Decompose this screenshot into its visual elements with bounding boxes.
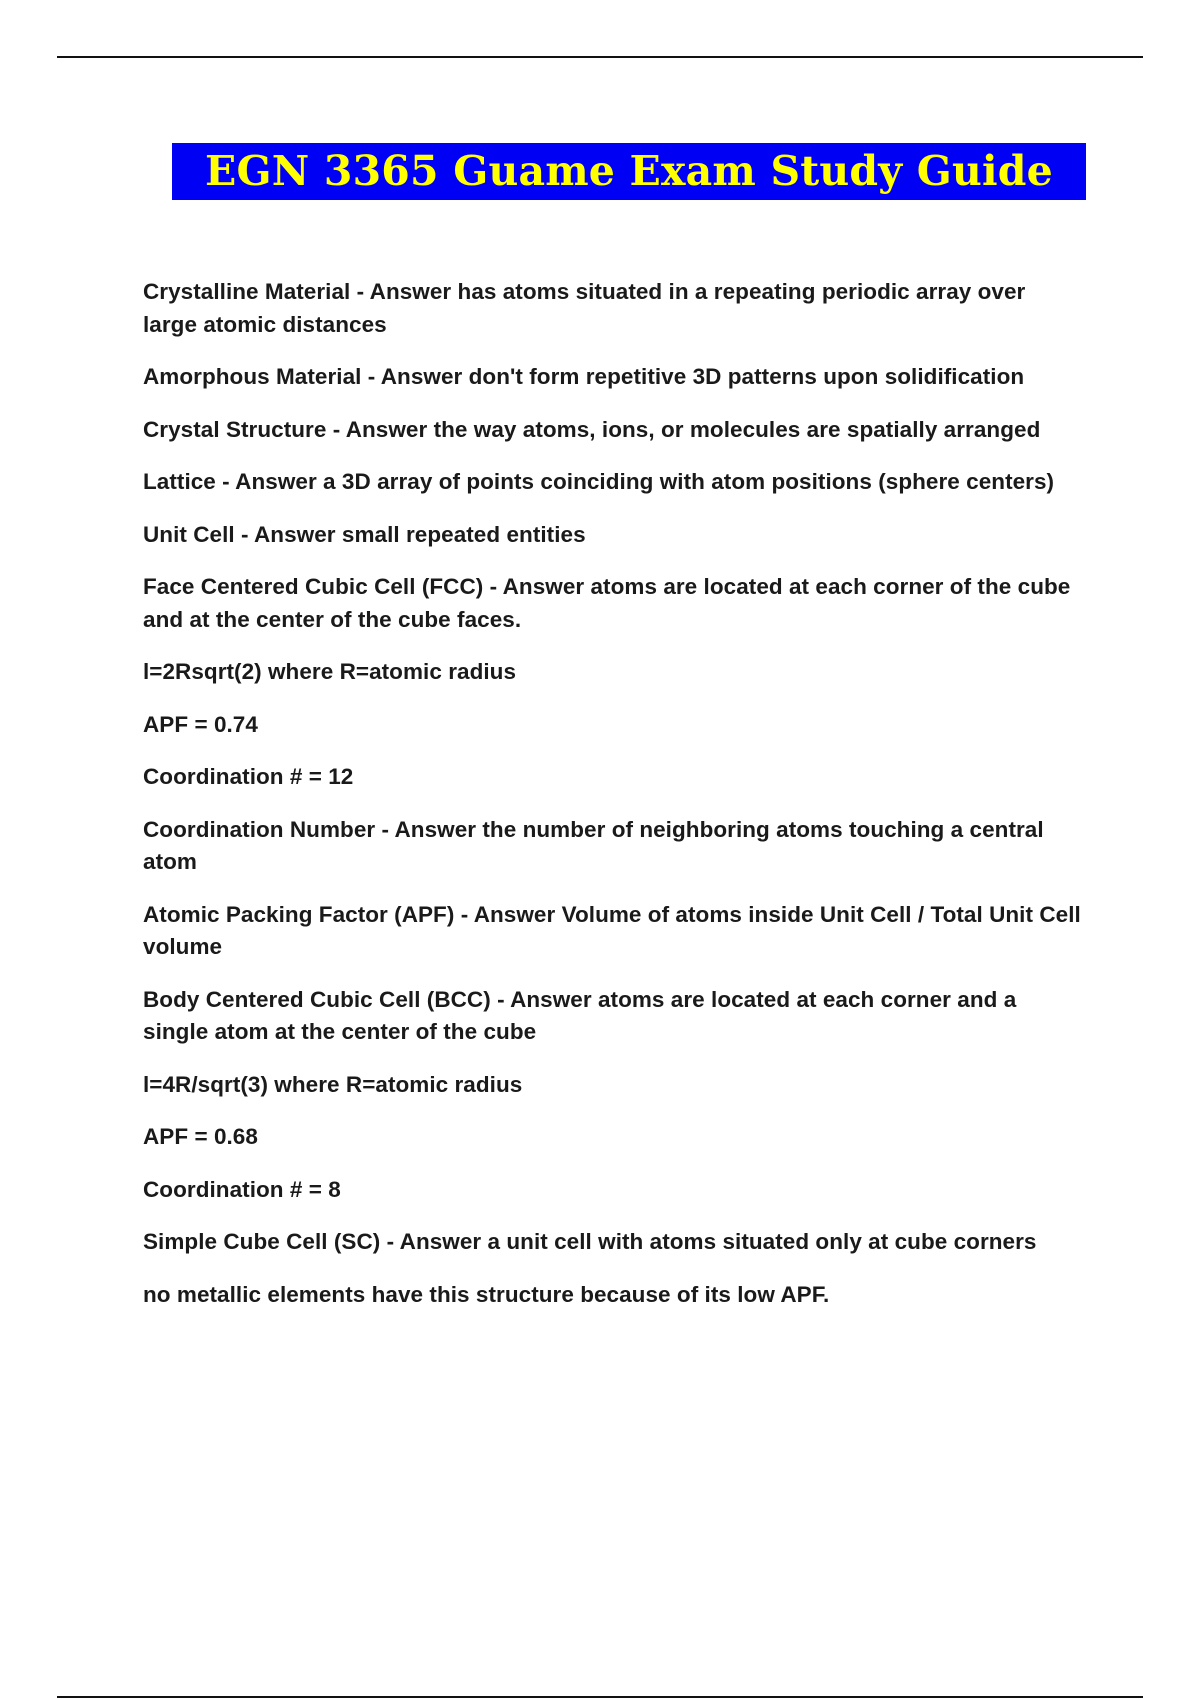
entry-bcc-apf: APF = 0.68 bbox=[143, 1124, 258, 1149]
entry-lattice: Lattice - Answer a 3D array of points coinciding with atom positions (sphere centers) bbox=[143, 469, 1055, 494]
entry-fcc-edge-length: l=2Rsqrt(2) where R=atomic radius bbox=[143, 659, 517, 684]
entry-simple-cube-note: no metallic elements have this structure because of its low APF. bbox=[143, 1281, 830, 1307]
bottom-rule bbox=[57, 1696, 1143, 1698]
entry-bcc: Body Centered Cubic Cell (BCC) - Answer atoms are located at each corner and a single atom at the center of the cube bbox=[143, 986, 1017, 1044]
entry-unit-cell: Unit Cell - Answer small repeated entities bbox=[143, 521, 586, 547]
entry-crystalline-material: Crystalline Material - Answer has atoms situated in a repeating periodic array over large atomic distances bbox=[143, 279, 1026, 337]
entry-simple-cube: Simple Cube Cell (SC) - Answer a unit cell with atoms situated only at cube corners bbox=[143, 1229, 1037, 1254]
entry-fcc-apf: APF = 0.74 bbox=[143, 711, 258, 737]
title-banner bbox=[172, 143, 1086, 200]
top-rule bbox=[57, 56, 1143, 58]
entry-bcc-coordination: Coordination # = 8 bbox=[143, 1176, 341, 1202]
entry-bcc-edge-length: l=4R/sqrt(3) where R=atomic radius bbox=[143, 1071, 523, 1097]
entry-fcc-coordination: Coordination # = 12 bbox=[143, 764, 354, 789]
entry-amorphous-material: Amorphous Material - Answer don't form repetitive 3D patterns upon solidification bbox=[143, 364, 1025, 389]
entry-atomic-packing-factor: Atomic Packing Factor (APF) - Answer Volume of atoms inside Unit Cell / Total Unit Cell volume bbox=[143, 901, 1081, 959]
entry-crystal-structure: Crystal Structure - Answer the way atoms, ions, or molecules are spatially arranged bbox=[143, 416, 1041, 442]
study-guide-content bbox=[143, 276, 1083, 1331]
document-title: EGN 3365 Guame Exam Study Guide bbox=[205, 147, 1053, 195]
entry-coordination-number: Coordination Number - Answer the number of neighboring atoms touching a central atom bbox=[143, 816, 1044, 874]
entry-fcc: Face Centered Cubic Cell (FCC) - Answer atoms are located at each corner of the cube and at the center of the cube faces. bbox=[143, 574, 1071, 632]
